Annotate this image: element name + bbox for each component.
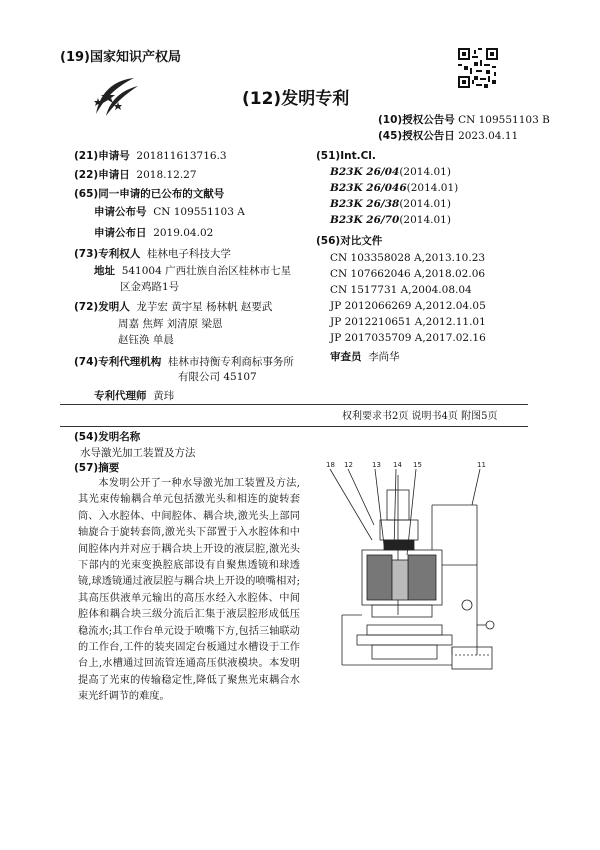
abstract-heading: (57)摘要 (74, 462, 120, 474)
inventors-line2: 周嘉 焦辉 刘清原 梁恩 (118, 318, 223, 330)
patentee: (73)专利权人 桂林电子科技大学 (74, 248, 231, 260)
figure-label: 12 (344, 461, 353, 469)
patent-agency: (74)专利代理机构 桂林市持衡专利商标事务所 (74, 356, 294, 368)
intcl-item: B23K 26/046(2014.01) (330, 182, 459, 194)
reference-item: JP 2012210651 A,2012.11.01 (330, 316, 486, 328)
prior-publication-date: 申请公布日 2019.04.02 (94, 227, 214, 239)
office-name: (19)国家知识产权局 (60, 50, 181, 65)
figure-label: 15 (413, 461, 422, 469)
invention-title: 水导激光加工装置及方法 (80, 447, 196, 459)
figure-label: 13 (372, 461, 381, 469)
figure-label: 18 (326, 461, 335, 469)
references-heading: (56)对比文件 (316, 235, 383, 247)
intcl-item: B23K 26/04(2014.01) (330, 166, 451, 178)
reference-item: JP 2012066269 A,2012.04.05 (330, 300, 486, 312)
qr-code (458, 48, 498, 88)
separator-line (60, 404, 528, 405)
reference-item: CN 103358028 A,2013.10.23 (330, 252, 486, 264)
intcl-item: B23K 26/70(2014.01) (330, 214, 451, 226)
prior-publication-heading: (65)同一申请的已公布的文献号 (74, 188, 225, 200)
document-type: (12)发明专利 (242, 89, 350, 109)
reference-item: CN 1517731 A,2004.08.04 (330, 284, 472, 296)
intcl-item: B23K 26/38(2014.01) (330, 198, 451, 210)
separator-line (60, 426, 528, 427)
intcl-heading: (51)Int.Cl. (316, 150, 376, 162)
patent-agent: 专利代理师 黄玮 (94, 390, 175, 402)
figure-label: 14 (393, 461, 402, 469)
figure-label: 11 (477, 461, 486, 469)
title-heading: (54)发明名称 (74, 431, 141, 443)
address: 地址 541004 广西壮族自治区桂林市七星 (94, 265, 292, 277)
application-date: (22)申请日 2018.12.27 (74, 169, 197, 181)
reference-item: JP 2017035709 A,2017.02.16 (330, 332, 486, 344)
grant-publication-number: (10)授权公告号 CN 109551103 B (378, 114, 550, 126)
patent-agency-line2: 有限公司 45107 (178, 371, 257, 383)
grant-publication-date: (45)授权公告日 2023.04.11 (378, 130, 519, 142)
application-number: (21)申请号 201811613716.3 (74, 150, 227, 162)
abstract-text: 本发明公开了一种水导激光加工装置及方法,其光束传输耦合单元包括激光头和相连的旋转套筒、入水腔体、中间腔体、耦合块,激光头上部同轴旋合于旋转套筒,激光头下部置于入水腔体和中间腔体内并对应于耦合块上开设的液层腔,激光头下部内的光束变换腔底部设有自聚焦透镜和球透镜,球透镜通过液层腔与耦合块上开设的喷嘴相对;其高压供液单元输出的高压水经入水腔体、中间腔体和耦合块三级分流后汇集于液层腔形成低压稳流水;其工作台单元设于喷嘴下方,包括三轴联动的工作台,工件的装夹固定台板通过水槽设于工作台上,水槽通过回流管连通高压供液模块。本发明提高了光束的传输稳定性,降低了聚焦光束耦合水束光纤调节的难度。 (78, 478, 300, 703)
address-line2: 区金鸡路1号 (120, 281, 180, 293)
cnipa-logo (88, 74, 144, 118)
patent-figure (312, 455, 512, 685)
pages-info: 权利要求书2页 说明书4页 附图5页 (342, 411, 498, 422)
examiner: 审查员 李尚华 (330, 351, 400, 363)
prior-publication-number: 申请公布号 CN 109551103 A (94, 206, 245, 218)
inventors: (72)发明人 龙芋宏 黄宇星 杨林帆 赵要武 (74, 301, 273, 313)
inventors-line3: 赵钰涣 单晨 (118, 334, 174, 346)
reference-item: CN 107662046 A,2018.02.06 (330, 268, 486, 280)
